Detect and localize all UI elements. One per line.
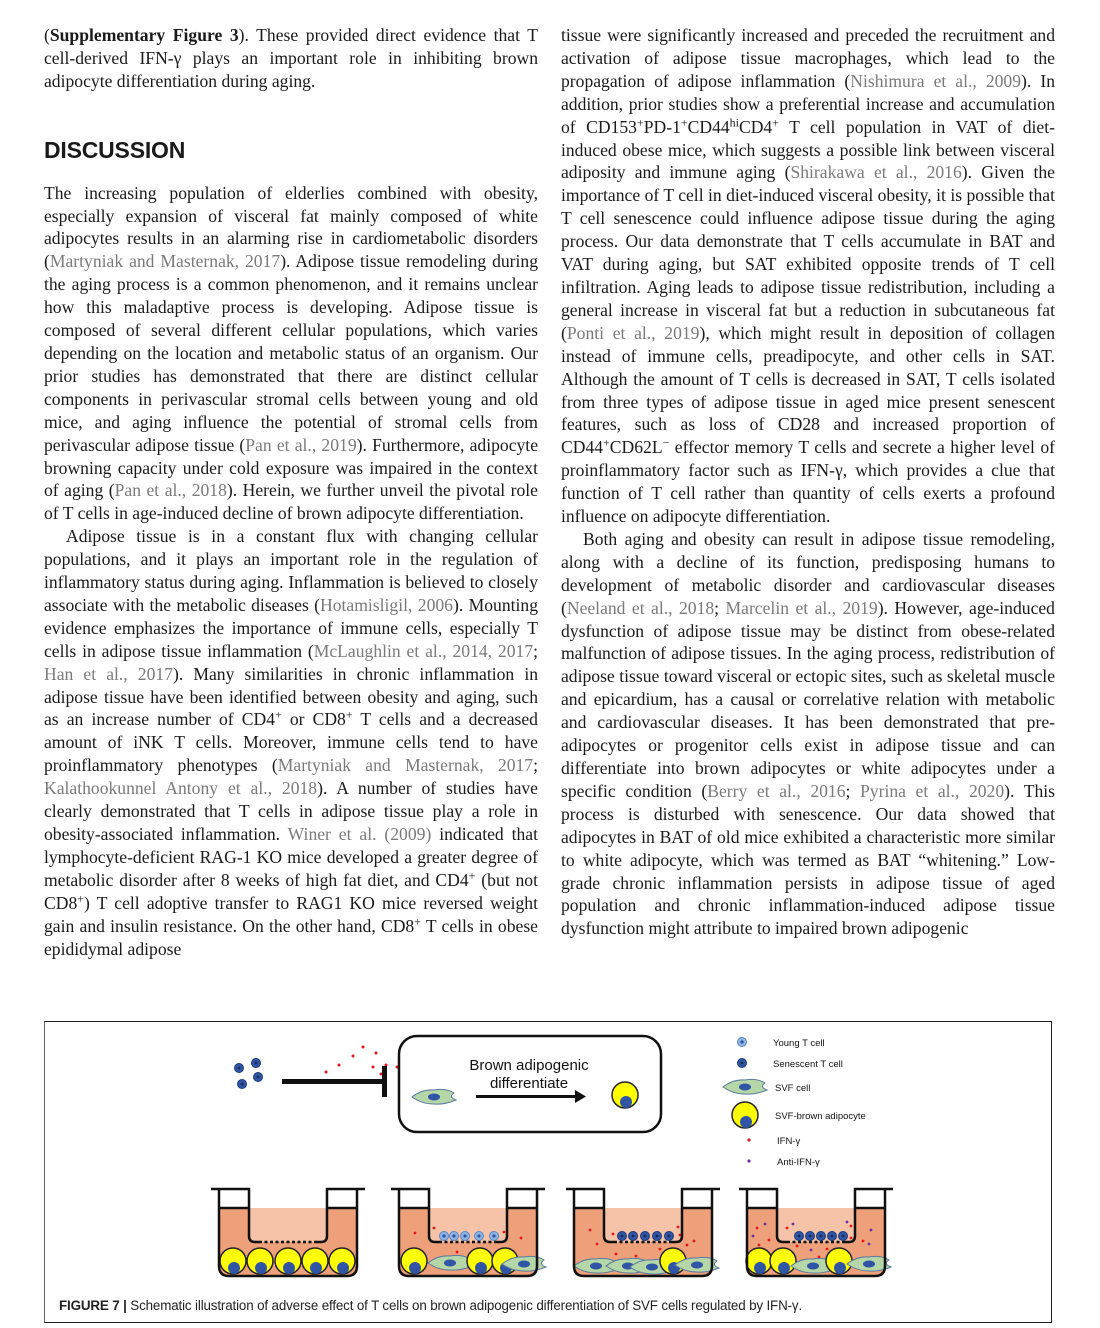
citation-link[interactable]: Marcelin et al., 2019 — [725, 597, 878, 618]
figure-legend — [723, 1038, 866, 1169]
transwell-4-anti-ifn-gamma — [739, 1189, 893, 1276]
figure-7-schematic — [45, 1022, 1053, 1324]
box-title-line1: Brown adipogenic — [469, 1057, 589, 1074]
transwell-2-young-t-cells — [391, 1189, 546, 1276]
citation-link[interactable]: Pan et al., 2019 — [245, 434, 357, 455]
ifn-gamma-dots — [325, 1046, 399, 1076]
svg-text:SVF cell: SVF cell — [775, 1083, 811, 1094]
citation-link[interactable]: Ponti et al., 2019 — [566, 322, 700, 343]
svf-brown-adipocyte-icon — [612, 1082, 638, 1108]
citation-link[interactable]: Winer et al. (2009) — [287, 824, 432, 844]
supplementary-figure-link[interactable]: Supplementary Figure 3 — [49, 25, 239, 45]
senescent-t-cell-icon — [738, 1059, 747, 1068]
citation-link[interactable]: Pyrina et al., 2020 — [860, 780, 1005, 801]
svg-text:Anti-IFN-γ: Anti-IFN-γ — [777, 1157, 820, 1168]
svg-text:Young T cell: Young T cell — [773, 1038, 825, 1049]
inhibition-arrow-icon — [282, 1066, 387, 1097]
senescent-t-cell-cluster — [235, 1059, 263, 1089]
citation-link[interactable]: Berry et al., 2016 — [707, 780, 846, 801]
box-title-line2: differentiate — [489, 1075, 569, 1092]
left-column — [44, 24, 538, 960]
discussion-paragraph-4: Both aging and obesity can result in adipose tissue remodeling, along with a decline of its function, predisposing humans to development of metabolic disorder and cardiovascular diseases (Neeland et al., 2018; Marcelin et al., 2019). However, age-induced dysfunction of adipose tissue may be distinct from obese-related malfunction of adipose tissues. In the aging process, redistribution of adipose tissue toward visceral or ectopic sites, such as skeletal muscle and epicardium, has a causal or correlative relation with metabolic and cardiovascular diseases. It has been demonstrated that pre-adipocytes or progenitor cells exist in adipose tissue and can differentiate into brown adipocytes or white adipocytes under a specific condition (Berry et al., 2016; Pyrina et al., 2020). This process is disturbed with senescence. Our data showed that adipocytes in BAT of old mice exhibited a characteristic more similar to white adipocyte, which was termed as BAT “whitening.” Low-grade chronic inflammation persists in adipose tissue of aged population and chronic inflammation-induced adipose tissue dysfunction might attribute to impaired brown adipogenic — [561, 528, 1055, 939]
citation-link[interactable]: Neeland et al., 2018 — [566, 597, 715, 618]
discussion-paragraph-1: The increasing population of elderlies combined with obesity, especially expansion of visceral fat mainly composed of white adipocytes results in an alarming rise in cardiometabolic disorders (Martyniak and Masternak, 2017). Adipose tissue remodeling during the aging process is a common phenomenon, and it remains unclear how this maladaptive process is developing. Adipose tissue is composed of several different cellular populations, which varies depending on the location and metabolic status of an organism. Our prior studies has demonstrated that there are distinct cellular components in perivascular stromal cells between young and old mice, and aging influence the potential of stromal cells from perivascular adipose tissue (Pan et al., 2019). Furthermore, adipocyte browning capacity under cold exposure was impaired in the context of aging (Pan et al., 2018). Herein, we further unveil the pivotal role of T cells in age-induced decline of brown adipocyte differentiation. — [44, 182, 539, 524]
figure-caption — [59, 1298, 802, 1313]
intro-paragraph: (Supplementary Figure 3). These provided direct evidence that T cell-derived IFN-γ plays an important role in inhibiting brown adipocyte differentiation during aging. — [44, 25, 538, 91]
citation-link[interactable]: Shirakawa et al., 2016 — [790, 162, 962, 183]
transwell-1-young-control — [211, 1189, 365, 1276]
citation-link[interactable]: Martyniak and Masternak, 2017 — [277, 755, 534, 776]
figure-7 — [44, 1021, 1052, 1323]
young-t-cell-icon — [738, 1038, 747, 1047]
citation-link[interactable]: Martyniak and Masternak, 2017 — [49, 251, 281, 272]
citation-link[interactable]: Nishimura et al., 2009 — [850, 70, 1022, 91]
ifn-gamma-dot-icon — [747, 1138, 750, 1141]
svf-cell-icon — [723, 1079, 767, 1094]
section-heading-discussion: DISCUSSION — [44, 136, 186, 163]
figure-label: FIGURE 7 | — [59, 1298, 127, 1313]
svg-text:IFN-γ: IFN-γ — [777, 1136, 801, 1147]
citation-link[interactable]: Pan et al., 2018 — [114, 480, 227, 501]
citation-link[interactable]: Kalathookunnel Antony et al., 2018 — [44, 778, 318, 799]
citation-link[interactable]: McLaughlin et al., 2014, 2017 — [313, 640, 534, 661]
discussion-paragraph-2: Adipose tissue is in a constant flux with changing cellular populations, and it plays an important role in the regulation of inflammatory status during aging. Inflammation is believed to closely associate with the metabolic diseases (Hotamisligil, 2006). Mounting evidence emphasizes the importance of immune cells, especially T cells in adipose tissue inflammation (McLaughlin et al., 2014, 2017; Han et al., 2017). Many similarities in chronic inflammation in adipose tissue have been identified between obesity and aging, such as an increase number of CD4+ or CD8+ T cells and a decreased amount of iNK T cells. Moreover, immune cells tend to have proinflammatory phenotypes (Martyniak and Masternak, 2017; Kalathookunnel Antony et al., 2018). A number of studies have clearly demonstrated that T cells in adipose tissue play a role in obesity-associated inflammation. Winer et al. (2009) indicated that lymphocyte-deficient RAG-1 KO mice developed a greater degree of metabolic disorder after 8 weeks of high fat diet, and CD4+ (but not CD8+) T cell adoptive transfer to RAG1 KO mice reversed weight gain and insulin resistance. On the other hand, CD8+ T cells in obese epididymal adipose — [44, 526, 539, 959]
figure-caption-text: Schematic illustration of adverse effect of T cells on brown adipogenic differentiation of SVF cells regulated by IFN-γ. — [126, 1298, 803, 1313]
anti-ifn-gamma-dot-icon — [747, 1159, 750, 1162]
citation-link[interactable]: Hotamisligil, 2006 — [320, 594, 453, 615]
discussion-paragraph-3: tissue were significantly increased and preceded the recruitment and activation of adipose tissue macrophages, which lead to the propagation of adipose inflammation (Nishimura et al., 2009). In addition, prior studies show a preferential increase and accumulation of $CD153^+PD-1^+CD44^{hi}CD4^+$ T cell population in VAT of diet-induced obese mice, which suggests a possible link between visceral adiposity and immune aging (Shirakawa et al., 2016). Given the importance of T cell in diet-induced visceral obesity, it is possible that T cell senescence could influence adipose tissue during the aging process. Our data demonstrate that T cells accumulate in BAT and VAT during aging, but SAT exhibited opposite trends of T cell infiltration. Aging leads to adipose tissue redistribution, including a general increase in visceral fat but a reduction in subcutaneous fat (Ponti et al., 2019), which might result in deposition of collagen instead of immune cells, preadipocyte, and other cells in SAT. Although the amount of T cells is decreased in SAT, T cells isolated from three types of adipose tissue in aged mice present senescent features, such as loss of CD28 and increased proportion of CD44+CD62L− effector memory T cells and secrete a higher level of proinflammatory factor such as IFN-γ, which provides a clue that function of T cell rather than quantity of cells exerts a profound influence on adipocyte differentiation. — [561, 25, 1055, 527]
citation-link[interactable]: Han et al., 2017 — [44, 663, 173, 684]
right-column — [561, 24, 1055, 940]
svf-brown-adipocyte-icon — [732, 1102, 758, 1128]
transwell-3-senescent-t-cells — [566, 1189, 720, 1276]
svg-text:Senescent T cell: Senescent T cell — [773, 1059, 843, 1070]
svg-text:SVF-brown adipocyte: SVF-brown adipocyte — [775, 1111, 866, 1122]
